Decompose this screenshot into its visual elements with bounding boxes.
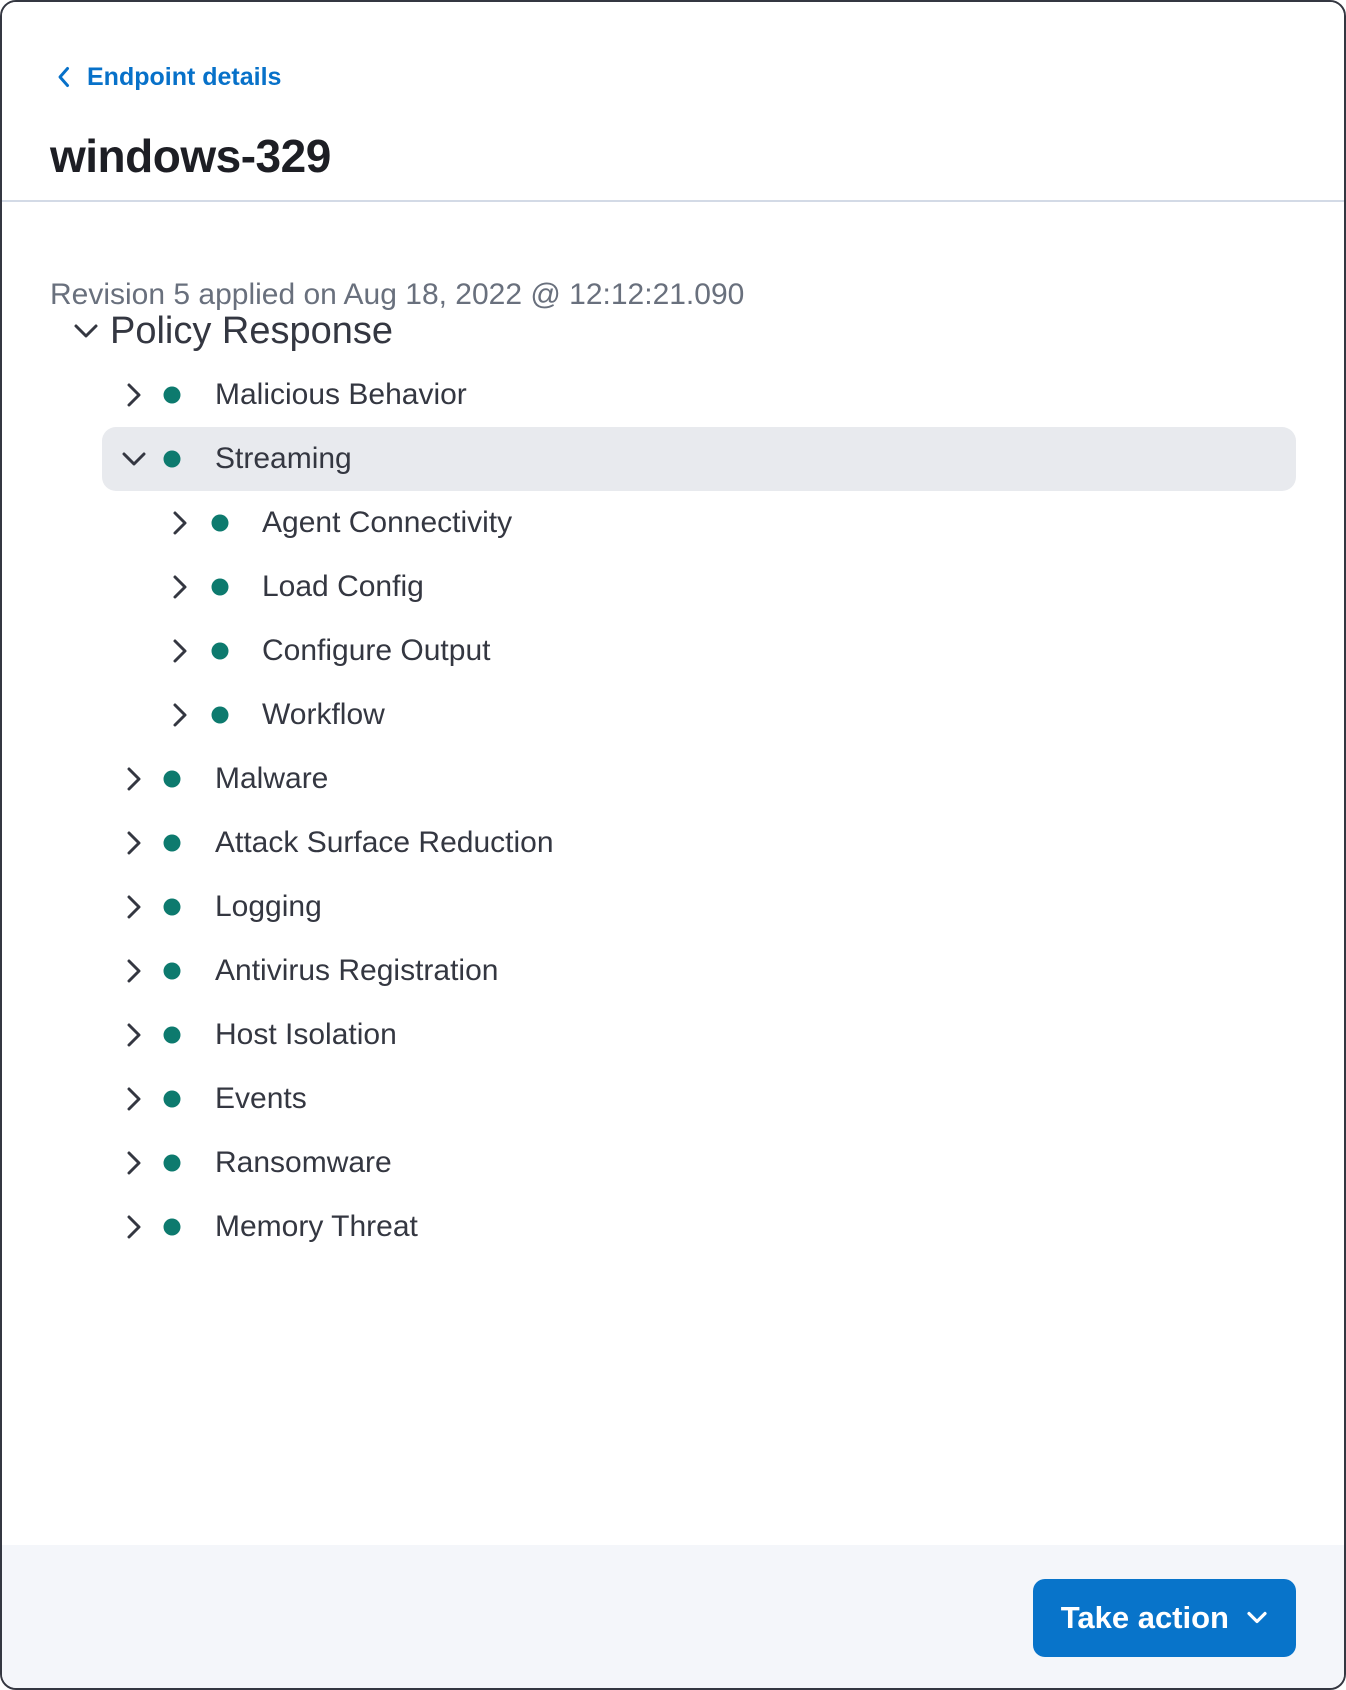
chevron-right-icon[interactable] [126,382,142,408]
page-title: windows-329 [50,129,331,182]
tree-item-label: Ransomware [215,1146,392,1179]
chevron-right-icon[interactable] [126,1150,142,1176]
chevron-right-icon[interactable] [126,1086,142,1112]
chevron-down-icon[interactable] [73,323,99,339]
chevron-right-icon[interactable] [126,894,142,920]
status-dot [164,963,181,980]
status-dot [212,707,229,724]
tree-row-antivirus-registration[interactable] [102,939,1296,1003]
status-dot [164,1219,181,1236]
tree-row-malware[interactable] [102,747,1296,811]
chevron-right-icon[interactable] [172,638,188,664]
chevron-right-icon[interactable] [172,574,188,600]
status-dot [164,451,181,468]
status-dot [212,515,229,532]
status-dot [164,1155,181,1172]
tree-row-attack-surface-reduction[interactable] [102,811,1296,875]
tree-row-events[interactable] [102,1067,1296,1131]
status-dot [212,579,229,596]
chevron-right-icon[interactable] [172,702,188,728]
take-action-button[interactable] [1033,1579,1296,1657]
tree-item-label: Memory Threat [215,1210,418,1243]
chevron-right-icon[interactable] [172,510,188,536]
tree-row-load-config[interactable] [102,555,1296,619]
status-dot [164,771,181,788]
status-dot [164,387,181,404]
status-dot [164,835,181,852]
tree-row-agent-connectivity[interactable] [102,491,1296,555]
tree-row-configure-output[interactable] [102,619,1296,683]
tree-item-label: Events [215,1082,307,1115]
tree-item-label: Logging [215,890,322,923]
tree-row-host-isolation[interactable] [102,1003,1296,1067]
tree-item-label: Malware [215,762,329,795]
tree-item-label: Load Config [262,570,424,603]
status-dot [212,643,229,660]
chevron-left-icon [57,66,70,88]
tree-row-malicious-behavior[interactable] [102,363,1296,427]
chevron-right-icon[interactable] [126,958,142,984]
tree-row-workflow[interactable] [102,683,1296,747]
tree-row-streaming[interactable] [102,427,1296,491]
status-dot [164,899,181,916]
chevron-right-icon[interactable] [126,830,142,856]
status-dot [164,1091,181,1108]
tree-row-policy-response[interactable] [102,299,1296,363]
tree-item-label: Streaming [215,442,352,475]
tree-item-label: Policy Response [110,309,394,352]
back-link-label: Endpoint details [87,62,282,91]
chevron-right-icon[interactable] [126,1214,142,1240]
chevron-right-icon[interactable] [126,1022,142,1048]
tree-item-label: Workflow [262,698,385,731]
tree-item-label: Malicious Behavior [215,378,467,411]
tree-row-ransomware[interactable] [102,1131,1296,1195]
tree-item-label: Agent Connectivity [262,506,513,539]
take-action-label: Take action [1060,1600,1229,1635]
tree-row-memory-threat[interactable] [102,1195,1296,1259]
chevron-right-icon[interactable] [126,766,142,792]
back-link[interactable] [57,62,281,92]
status-dot [164,1027,181,1044]
revision-text: Revision 5 applied on Aug 18, 2022 @ 12:12:21.090 [50,278,745,311]
chevron-down-icon[interactable] [121,451,147,467]
chevron-down-icon [1246,1611,1268,1625]
tree-item-label: Configure Output [262,634,491,667]
tree-item-label: Attack Surface Reduction [215,826,554,859]
flyout-header [2,2,1344,202]
tree-item-label: Host Isolation [215,1018,397,1051]
policy-response-tree [2,299,1344,1259]
tree-item-label: Antivirus Registration [215,954,499,987]
flyout-footer [2,1545,1344,1688]
tree-row-logging[interactable] [102,875,1296,939]
